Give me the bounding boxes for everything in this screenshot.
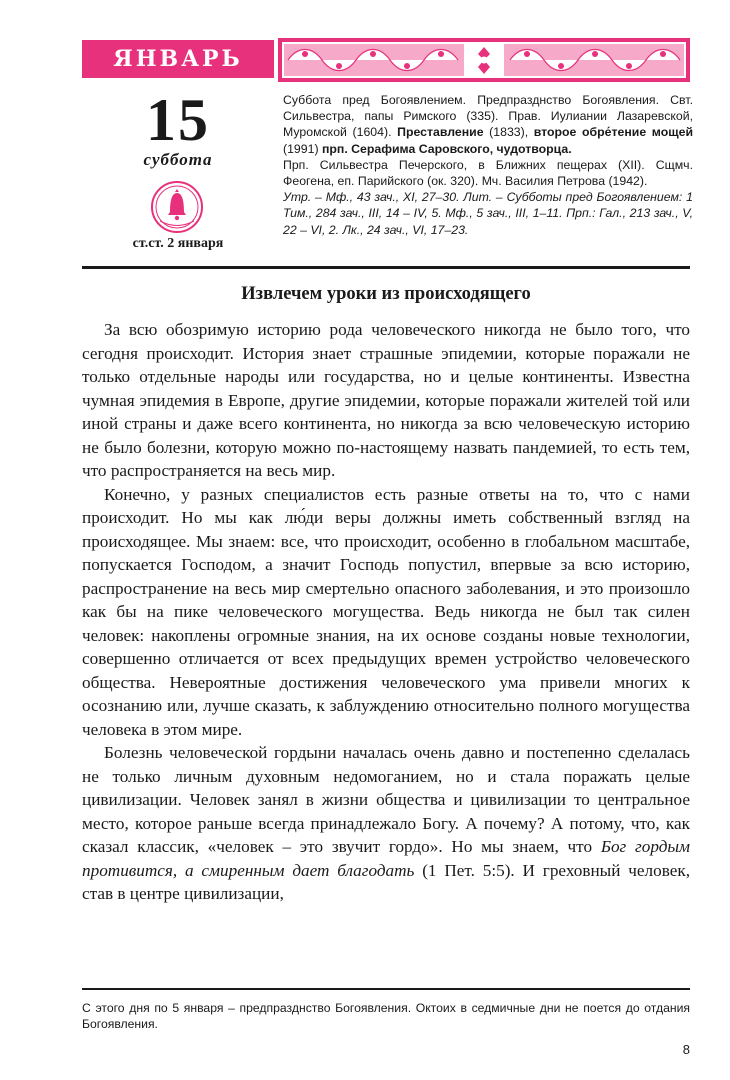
- ornament-border: [278, 38, 690, 82]
- saints-bold: второе обре́тение мощей: [533, 125, 693, 140]
- saints-commemorations: [283, 92, 693, 238]
- saints-bold: Преставление: [397, 125, 484, 140]
- bell-icon: [150, 180, 204, 234]
- article-paragraph: За всю обозримую историю рода человеческого никогда не было того, что сегодня происходит. История знает страшные эпидемии, которые поражали не только отдельные народы или государства, но и целые континенты. Известна чумная эпидемия в Европе, другие эпидемии, которые поражали жителей той или иной страны и даже всего континента, но никогда за всю человеческую историю не было болезни, которую можно по-настоящему назвать пандемией, то есть тем, что распространяется на весь мир.: [82, 320, 690, 480]
- day-number: 15: [146, 87, 210, 153]
- month-banner: ЯНВАРЬ: [82, 40, 274, 78]
- article-paragraph: [82, 741, 690, 906]
- article-body: [82, 318, 690, 906]
- saints-text: (1991): [283, 141, 322, 156]
- old-style-date: ст.ст. 2 января: [132, 236, 224, 251]
- saints-paragraph-2: Прп. Сильвестра Печерского, в Ближних пещерах (XII). Сщмч. Феогена, еп. Парийского (ок. 320). Мч. Василия Петрова (1942).: [283, 157, 693, 189]
- scripture-quote: Бог гордым противится, а смиренным дает благодать: [82, 837, 690, 880]
- article-title: Извлечем уроки из происходящего: [241, 284, 531, 304]
- saints-text: Суббота пред Богоявлением. Предпразднство Богоявления. Свт. Сильвестра, папы Римского (335). Прав. Иулиании Лазаревской, Муромской (1604).: [283, 93, 693, 140]
- article-text: Болезнь человеческой гордыни началась очень давно и постепенно сделалась не только личным духовным недомоганием, но и стала поражать целые цивилизации. Человек занял в жизни общества и цивилизации то центральное место, которое раньше всегда принадлежало Богу. А почему? А потому, что, как сказал классик, «человек – это звучит гордо». Но мы знаем, что: [82, 743, 690, 856]
- article-text: (1 Пет. 5:5). И греховный человек, став в центре цивилизации,: [82, 860, 690, 903]
- page-number: 8: [682, 1042, 690, 1057]
- saints-text: (1833),: [483, 125, 534, 140]
- footnote-divider: [82, 988, 690, 990]
- article-paragraph: Конечно, у разных специалистов есть разные ответы на то, что с нами происходит. Но мы как лю́ди веры должны иметь собственный взгляд на происходящее. Мы знаем: все, что происходит, особенно в глобальном масштабе, попускается Господом, а значит Господь попустил, впервые за всю историю, распространение на весь мир смертельно опасного заболевания, и это произошло как бы на пике человеческого могущества. Ведь никогда не был так силен человек: накоплены огромные знания, на их основе созданы новые технологии, совершенно отличается от всех предыдущих времен устройство человеческого общества. Невероятные достижения человеческого ума привели многих к осознанию или, лучше сказать, к заблуждению относительно полного могущества человека в этом мире.: [82, 484, 690, 739]
- divider: [82, 266, 690, 269]
- saints-paragraph: [283, 92, 693, 157]
- readings: Утр. – Мф., 43 зач., XI, 27–30. Лит. – Субботы пред Богоявлением: 1 Тим., 284 зач., III, 14 – IV, 5. Мф., 5 зач., III, 1–11. Прп.: Гал., 213 зач., V, 22 – VI, 2. Лк., 24 зач., VI, 17–23.: [283, 190, 693, 237]
- saints-bold: прп. Серафима Саровского, чудотворца.: [321, 141, 572, 156]
- weekday: суббота: [143, 150, 213, 169]
- footnote: С этого дня по 5 января – предпразднство Богоявления. Октоих в седмичные дни не поется до отдания Богоявления.: [82, 1001, 690, 1031]
